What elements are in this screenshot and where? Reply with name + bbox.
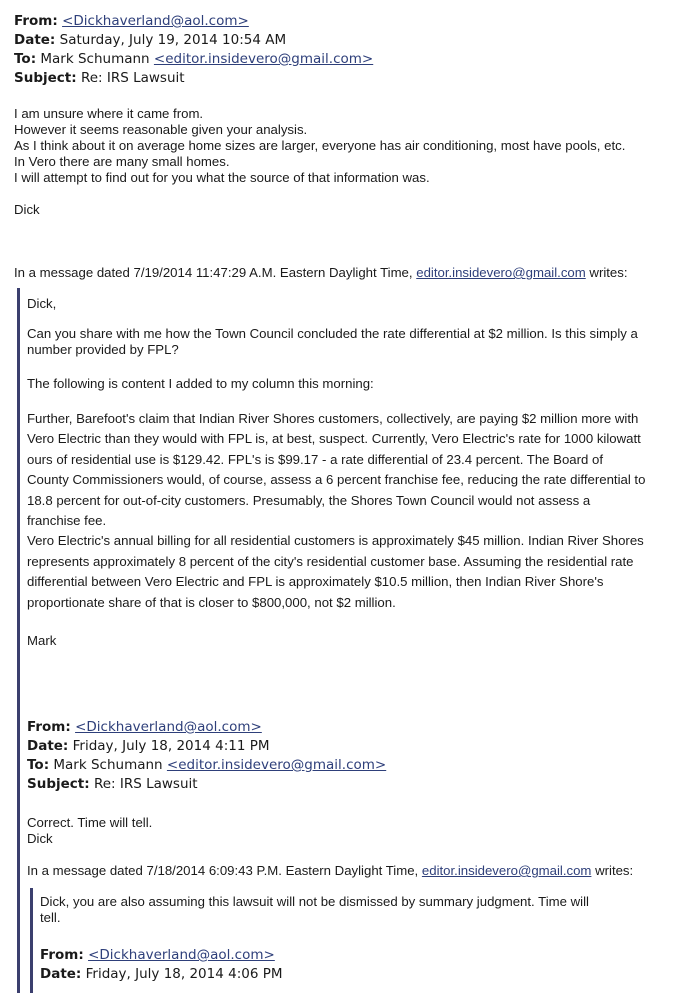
quote1-para2-line: proportionate share of that is closer to $800,000, not $2 million. — [27, 594, 396, 610]
msg1-subject-label: Subject: — [14, 70, 77, 86]
msg1-line: I am unsure where it came from. — [14, 106, 204, 121]
msg1-line: However it seems reasonable given your analysis. — [14, 122, 308, 137]
msg1-to-row — [14, 50, 373, 69]
quote2-body — [40, 894, 589, 926]
msg1-line: As I think about it on average home sizes are larger, everyone has air conditioning, most have pools, etc. — [14, 138, 626, 153]
quote1-signature: Mark — [27, 633, 57, 648]
quote1-para1-line: 18.8 percent for out-of-city customers. Presumably, the Shores Town Council would not assess a — [27, 492, 591, 508]
quote1-para1-line: Further, Barefoot's claim that Indian River Shores customers, collectively, are paying $2 million more with — [27, 411, 639, 426]
quote1-greeting: Dick, — [27, 296, 57, 311]
quote1-question-line: Can you share with me how the Town Council concluded the rate differential at $2 million. Is this simply a — [27, 326, 638, 341]
msg2-body — [27, 815, 152, 847]
msg3-header — [40, 946, 283, 984]
quote1-para1-line: County Commissioners would, of course, assess a 6 percent franchise fee, reducing the rate differential to — [27, 472, 646, 488]
msg2-from-label: From: — [27, 719, 71, 735]
quote1-para1-line: Vero Electric than they would with FPL is, at best, suspect. Currently, Vero Electric's rate for 1000 kilowatt — [27, 431, 641, 447]
msg3-from-row — [40, 946, 283, 965]
msg1-date-value: Saturday, July 19, 2014 10:54 AM — [59, 32, 287, 48]
msg2-subject-label: Subject: — [27, 776, 90, 792]
msg1-line: In Vero there are many small homes. — [14, 154, 230, 169]
msg2-subject-row — [27, 775, 386, 794]
msg2-signature: Dick — [27, 831, 53, 846]
msg2-to-label: To: — [27, 757, 50, 773]
quote1-para1-line: franchise fee. — [27, 513, 107, 529]
quote1-para2-line: Vero Electric's annual billing for all residential customers is approximately $45 million. Indian River Shores — [27, 533, 644, 549]
msg3-date-row — [40, 965, 283, 984]
quote1-question — [27, 326, 638, 358]
quote1-paragraph-1 — [27, 409, 645, 613]
quote1-email-link[interactable]: editor.insidevero@gmail.com — [416, 265, 586, 280]
msg2-to-row — [27, 756, 386, 775]
quote-bar-inner — [30, 888, 33, 993]
msg1-from-email[interactable]: <Dickhaverland@aol.com> — [62, 13, 249, 29]
quote2-writes: writes: — [595, 863, 634, 878]
msg2-subject-value: Re: IRS Lawsuit — [93, 776, 198, 792]
msg2-date-label: Date: — [27, 738, 69, 754]
quote2-email-link[interactable]: editor.insidevero@gmail.com — [421, 863, 592, 878]
msg3-from-email[interactable]: <Dickhaverland@aol.com> — [88, 947, 275, 963]
quote1-para2-line: represents approximately 8 percent of the city's residential customer base. Assuming the residential rate — [27, 553, 634, 569]
msg1-body — [14, 106, 625, 186]
msg1-to-email[interactable]: <editor.insidevero@gmail.com> — [153, 51, 374, 67]
quote2-line: Dick, you are also assuming this lawsuit will not be dismissed by summary judgment. Time will — [40, 894, 589, 909]
msg1-to-label: To: — [14, 51, 37, 67]
quote1-content-intro: The following is content I added to my column this morning: — [27, 376, 374, 391]
msg1-date-label: Date: — [14, 32, 56, 48]
msg1-from-label: From: — [14, 13, 58, 29]
msg1-from-row — [14, 12, 373, 31]
quote-bar-outer — [17, 288, 20, 993]
msg1-subject-row — [14, 69, 373, 88]
msg2-from-row — [27, 718, 386, 737]
msg2-to-name: Mark Schumann — [53, 757, 163, 773]
quote2-intro-line — [27, 863, 633, 879]
msg1-date-row — [14, 31, 373, 50]
msg2-date-value: Friday, July 18, 2014 4:11 PM — [72, 738, 270, 754]
quote2-intro: In a message dated 7/18/2014 6:09:43 P.M. Eastern Daylight Time, — [27, 863, 419, 878]
msg2-date-row — [27, 737, 386, 756]
msg3-from-label: From: — [40, 947, 84, 963]
msg1-line: I will attempt to find out for you what the source of that information was. — [14, 170, 430, 185]
quote1-intro-line — [14, 265, 628, 281]
msg1-signature: Dick — [14, 202, 40, 217]
quote1-para1-line: ours of residential use is $129.42. FPL's is $99.17 - a rate differential of 23.4 percent. The Board of — [27, 451, 604, 467]
msg1-to-name: Mark Schumann — [40, 51, 150, 67]
msg2-from-email[interactable]: <Dickhaverland@aol.com> — [75, 719, 262, 735]
quote1-writes: writes: — [589, 265, 628, 280]
msg2-line: Correct. Time will tell. — [27, 815, 153, 830]
msg1-header — [14, 12, 373, 88]
quote1-para2-line: differential between Vero Electric and FPL is approximately $10.5 million, then Indian River Shore's — [27, 574, 604, 590]
msg3-date-value: Friday, July 18, 2014 4:06 PM — [85, 966, 283, 982]
msg2-header — [27, 718, 386, 794]
msg2-to-email[interactable]: <editor.insidevero@gmail.com> — [166, 757, 387, 773]
quote2-line: tell. — [40, 910, 61, 925]
msg1-subject-value: Re: IRS Lawsuit — [80, 70, 185, 86]
msg3-date-label: Date: — [40, 966, 82, 982]
quote1-intro: In a message dated 7/19/2014 11:47:29 A.M. Eastern Daylight Time, — [14, 265, 413, 280]
quote1-question-line: number provided by FPL? — [27, 342, 179, 357]
